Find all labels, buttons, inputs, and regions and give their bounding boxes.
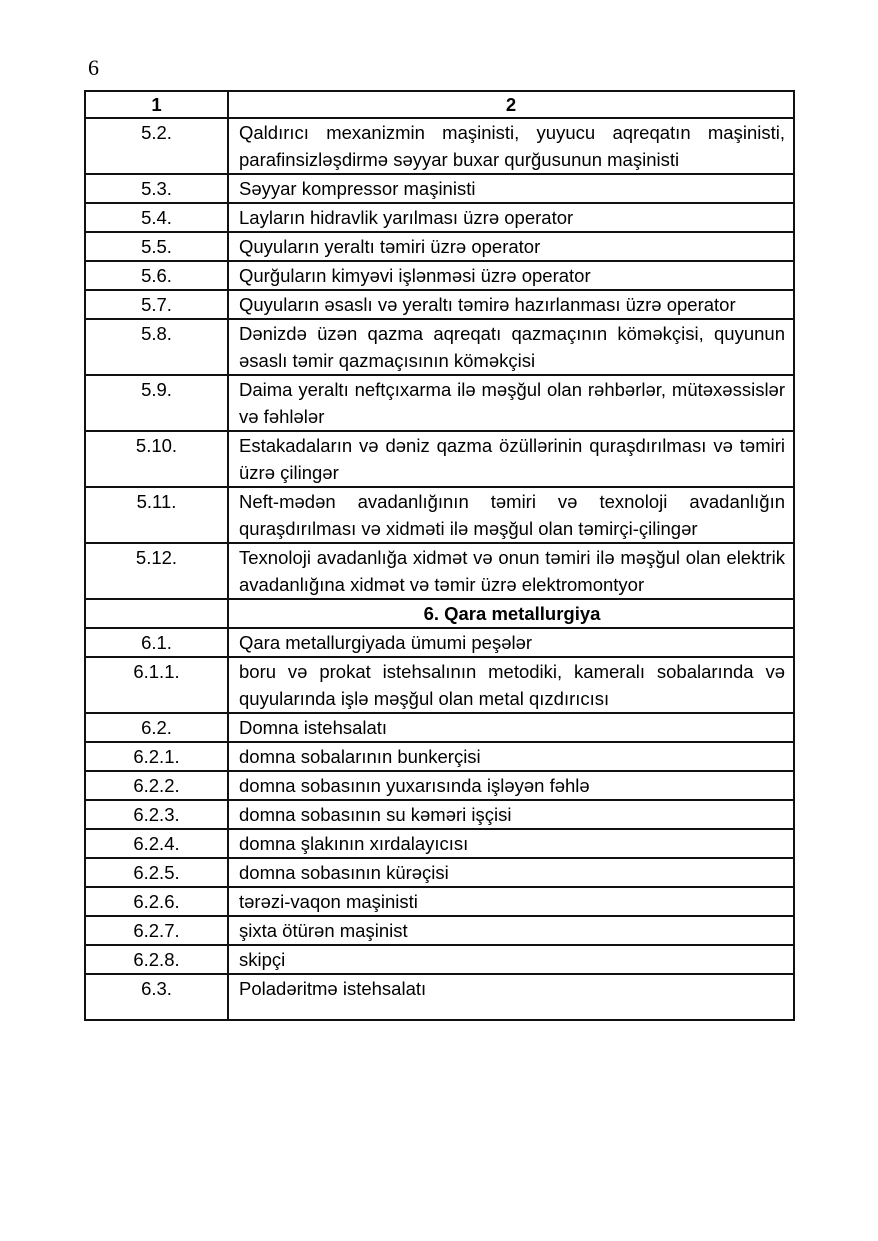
row-number-cell: 6.3. [85,974,228,1020]
table-row [85,375,794,431]
row-number-cell: 5.12. [85,543,228,599]
row-text-cell: Səyyar kompressor maşinisti [228,174,794,203]
row-number-cell: 5.6. [85,261,228,290]
table-header [85,91,794,118]
row-number-cell: 6.1. [85,628,228,657]
row-text-cell: Qurğuların kimyəvi işlənməsi üzrə operator [228,261,794,290]
table-row [85,431,794,487]
table-row [85,628,794,657]
row-number-cell: 5.8. [85,319,228,375]
row-number-cell: 5.3. [85,174,228,203]
row-number-cell: 5.9. [85,375,228,431]
row-text-cell: Daima yeraltı neftçıxarma ilə məşğul olan rəhbərlər, mütəxəssislər və fəhlələr [228,375,794,431]
row-text-cell: skipçi [228,945,794,974]
row-text-cell: Estakadaların və dəniz qazma özüllərinin quraşdırılması və təmiri üzrə çilingər [228,431,794,487]
header-row [85,91,794,118]
row-text-cell: Dənizdə üzən qazma aqreqatı qazmaçının köməkçisi, quyunun əsaslı təmir qazmaçısının köməkçisi [228,319,794,375]
row-text-cell: Domna istehsalatı [228,713,794,742]
row-text-cell: domna sobalarının bunkerçisi [228,742,794,771]
row-number-cell: 6.2.7. [85,916,228,945]
row-number-cell: 6.2.2. [85,771,228,800]
table-row [85,858,794,887]
row-text-cell: Quyuların əsaslı və yeraltı təmirə hazırlanması üzrə operator [228,290,794,319]
table-row [85,290,794,319]
occupations-table [84,90,795,1021]
table-row [85,974,794,1020]
section-title-cell: 6. Qara metallurgiya [228,599,794,628]
row-number-cell [85,599,228,628]
header-col-2: 2 [228,91,794,118]
row-text-cell: Quyuların yeraltı təmiri üzrə operator [228,232,794,261]
row-text-cell: tərəzi-vaqon maşinisti [228,887,794,916]
table-row [85,203,794,232]
row-text-cell: boru və prokat istehsalının metodiki, kameralı sobalarında və quyularında işlə məşğul olan metal qızdırıcısı [228,657,794,713]
table-row [85,232,794,261]
row-text-cell: domna sobasının yuxarısında işləyən fəhlə [228,771,794,800]
table-row [85,543,794,599]
table-row [85,742,794,771]
row-text-cell: Layların hidravlik yarılması üzrə operator [228,203,794,232]
row-number-cell: 5.10. [85,431,228,487]
row-text-cell: domna şlakının xırdalayıcısı [228,829,794,858]
header-col-1: 1 [85,91,228,118]
table-row [85,829,794,858]
row-text-cell: domna sobasının kürəçisi [228,858,794,887]
row-number-cell: 6.2.5. [85,858,228,887]
row-number-cell: 6.2.4. [85,829,228,858]
row-number-cell: 5.7. [85,290,228,319]
table-row [85,487,794,543]
row-number-cell: 6.2.3. [85,800,228,829]
table-row [85,118,794,174]
row-number-cell: 6.2.6. [85,887,228,916]
row-number-cell: 6.1.1. [85,657,228,713]
table-row [85,800,794,829]
table-row [85,916,794,945]
table-row [85,713,794,742]
row-text-cell: Neft-mədən avadanlığının təmiri və texnoloji avadanlığın quraşdırılması və xidməti ilə məşğul olan təmirçi-çilingər [228,487,794,543]
row-number-cell: 6.2. [85,713,228,742]
table-row [85,887,794,916]
table-row [85,174,794,203]
row-text-cell: şixta ötürən maşinist [228,916,794,945]
table-row [85,261,794,290]
row-text-cell: domna sobasının su kəməri işçisi [228,800,794,829]
section-row [85,599,794,628]
row-number-cell: 5.5. [85,232,228,261]
table-row [85,945,794,974]
row-number-cell: 5.11. [85,487,228,543]
table-body [85,118,794,1020]
row-number-cell: 6.2.8. [85,945,228,974]
row-text-cell: Qara metallurgiyada ümumi peşələr [228,628,794,657]
table-row [85,771,794,800]
row-text-cell: Texnoloji avadanlığa xidmət və onun təmiri ilə məşğul olan elektrik avadanlığına xidmət və təmir üzrə elektromontyor [228,543,794,599]
table-row [85,657,794,713]
page-number: 6 [88,55,99,80]
row-number-cell: 5.4. [85,203,228,232]
row-text-cell: Poladəritmə istehsalatı [228,974,794,1020]
row-number-cell: 6.2.1. [85,742,228,771]
table-row [85,319,794,375]
row-number-cell: 5.2. [85,118,228,174]
row-text-cell: Qaldırıcı mexanizmin maşinisti, yuyucu aqreqatın maşinisti, parafinsizləşdirmə səyyar buxar qurğusunun maşinisti [228,118,794,174]
